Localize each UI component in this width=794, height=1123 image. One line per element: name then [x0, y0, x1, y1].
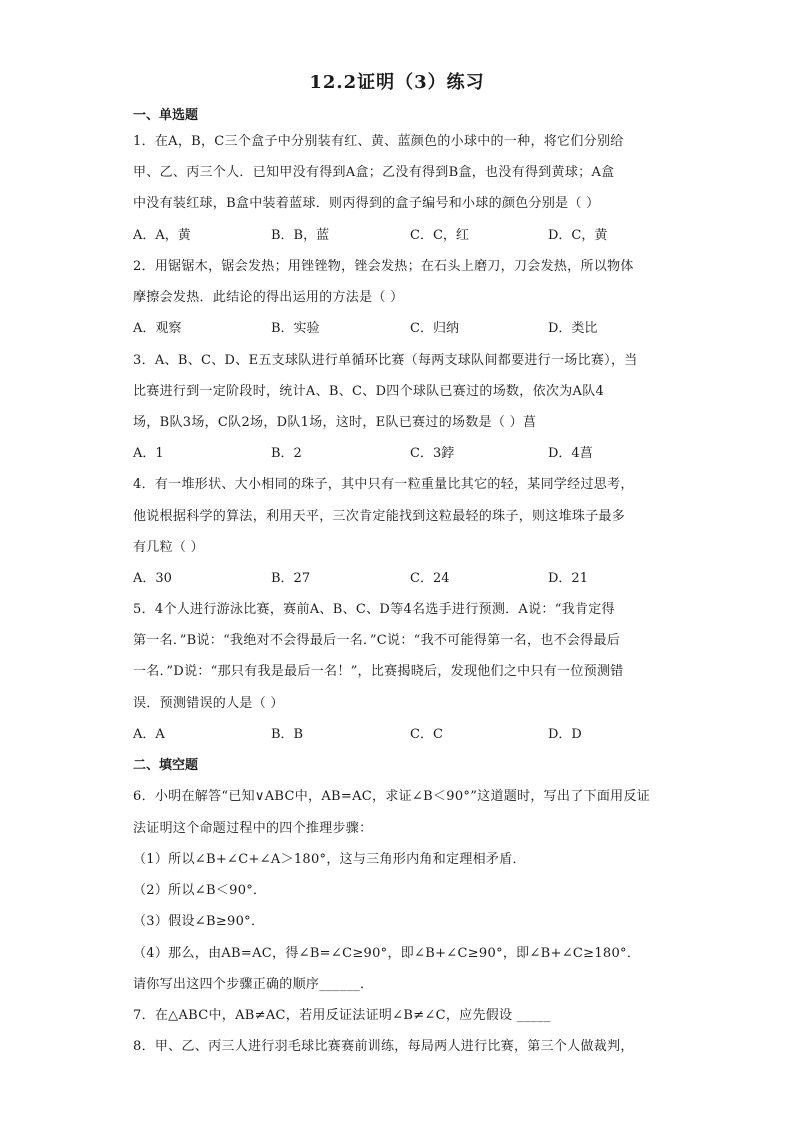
question-2-options: [133, 317, 693, 335]
question-8-line: 8．甲、乙、丙三人进行羽毛球比赛赛前训练，每局两人进行比赛，第三个人做裁判，: [133, 1039, 634, 1054]
question-4-options: [133, 567, 693, 585]
question-2-line: 摩擦会发热．此结论的得出运用的方法是（ ）: [133, 290, 404, 305]
section-heading-single-choice: 一、单选题: [133, 108, 199, 123]
question-6-step: （2）所以∠B＜90°．: [133, 883, 267, 898]
question-4-line: 有几粒（ ）: [133, 540, 204, 555]
question-6-step: （3）假设∠B≥90°．: [133, 914, 265, 929]
question-7-line: 7．在△ABC中，AB≠AC，若用反证法证明∠B≠∠C，应先假设 _____: [133, 1008, 551, 1023]
option-b: B．2: [271, 446, 302, 461]
page-title: 12.2证明（3）练习: [309, 72, 485, 93]
question-1-line: 中没有装红球，B盒中装着蓝球．则丙得到的盒子编号和小球的颜色分别是（ ）: [133, 196, 600, 211]
question-5-line: 第一名．”B说：“我绝对不会得最后一名．”C说：“我不可能得第一名，也不会得最后: [133, 633, 621, 648]
question-3-line: 场，B队3场，C队2场，D队1场，这时，E队已赛过的场数是（ ）菖: [133, 415, 537, 430]
question-6-step: （4）那么，由AB=AC，得∠B=∠C≥90°，即∠B+∠C≥90°，即∠B+∠C≥180°．: [133, 946, 641, 961]
question-5-line: 误．预测错误的人是（ ）: [133, 696, 284, 711]
option-a: A．观察: [133, 321, 182, 336]
option-b: B．实验: [271, 321, 320, 336]
section-heading-fill-blank: 二、填空题: [133, 758, 199, 773]
question-6-step: （1）所以∠B+∠C+∠A＞180°，这与三角形内角和定理相矛盾．: [133, 852, 526, 867]
option-c: C．归纳: [410, 321, 459, 336]
question-6-line: 6．小明在解答“已知∨ABC中，AB=AC，求证∠B＜90°”这道题时，写出了下面用反证: [133, 789, 651, 804]
question-1-line: 甲、乙、丙三个人．已知甲没有得到A盒；乙没有得到B盒，也没有得到黄球；A盒: [133, 165, 615, 180]
question-3-options: [133, 442, 693, 460]
option-d: D．D: [548, 727, 582, 742]
option-a: A．A: [133, 727, 165, 742]
question-6-prompt: 请你写出这四个步骤正确的顺序______．: [133, 977, 374, 992]
option-d: D．4菖: [548, 446, 593, 461]
option-b: B．B，蓝: [271, 228, 330, 243]
question-1-line: 1．在A，B，C三个盒子中分别装有红、黄、蓝颜色的小球中的一种，将它们分别给: [133, 134, 624, 149]
option-c: C．C，红: [410, 228, 469, 243]
option-a: A．A，黄: [133, 228, 191, 243]
option-b: B．27: [271, 571, 311, 586]
question-3-line: 3．A、B、C、D、E五支球队进行单循环比赛（每两支球队间都要进行一场比赛），当: [133, 353, 638, 368]
option-c: C．3鋍: [410, 446, 455, 461]
question-3-line: 比赛进行到一定阶段时，统计A、B、C、D四个球队已赛过的场数，依次为A队4: [133, 384, 605, 399]
option-a: A．30: [133, 571, 172, 586]
question-2-line: 2．用锯锯木，锯会发热；用锉锉物，锉会发热；在石头上磨刀，刀会发热，所以物体: [133, 259, 634, 274]
option-d: D．21: [548, 571, 588, 586]
option-b: B．B: [271, 727, 304, 742]
question-1-options: [133, 224, 693, 242]
question-4-line: 4．有一堆形状、大小相同的珠子，其中只有一粒重量比其它的轻，某同学经过思考，: [133, 477, 634, 492]
question-5-line: 一名．”D说：“那只有我是最后一名！”，比赛揭晓后，发现他们之中只有一位预测错: [133, 664, 624, 679]
question-6-line: 法证明这个命题过程中的四个推理步骤：: [133, 821, 373, 836]
option-d: D．C，黄: [548, 228, 608, 243]
option-a: A．1: [133, 446, 164, 461]
question-5-line: 5．4个人进行游泳比赛，赛前A、B、C、D等4名选手进行预测．A说：“我肯定得: [133, 602, 615, 617]
option-c: C．C: [410, 727, 443, 742]
option-c: C．24: [410, 571, 450, 586]
option-d: D．类比: [548, 321, 598, 336]
question-4-line: 他说根据科学的算法，利用天平，三次肯定能找到这粒最轻的珠子，则这堆珠子最多: [133, 509, 626, 524]
question-5-options: [133, 723, 693, 741]
